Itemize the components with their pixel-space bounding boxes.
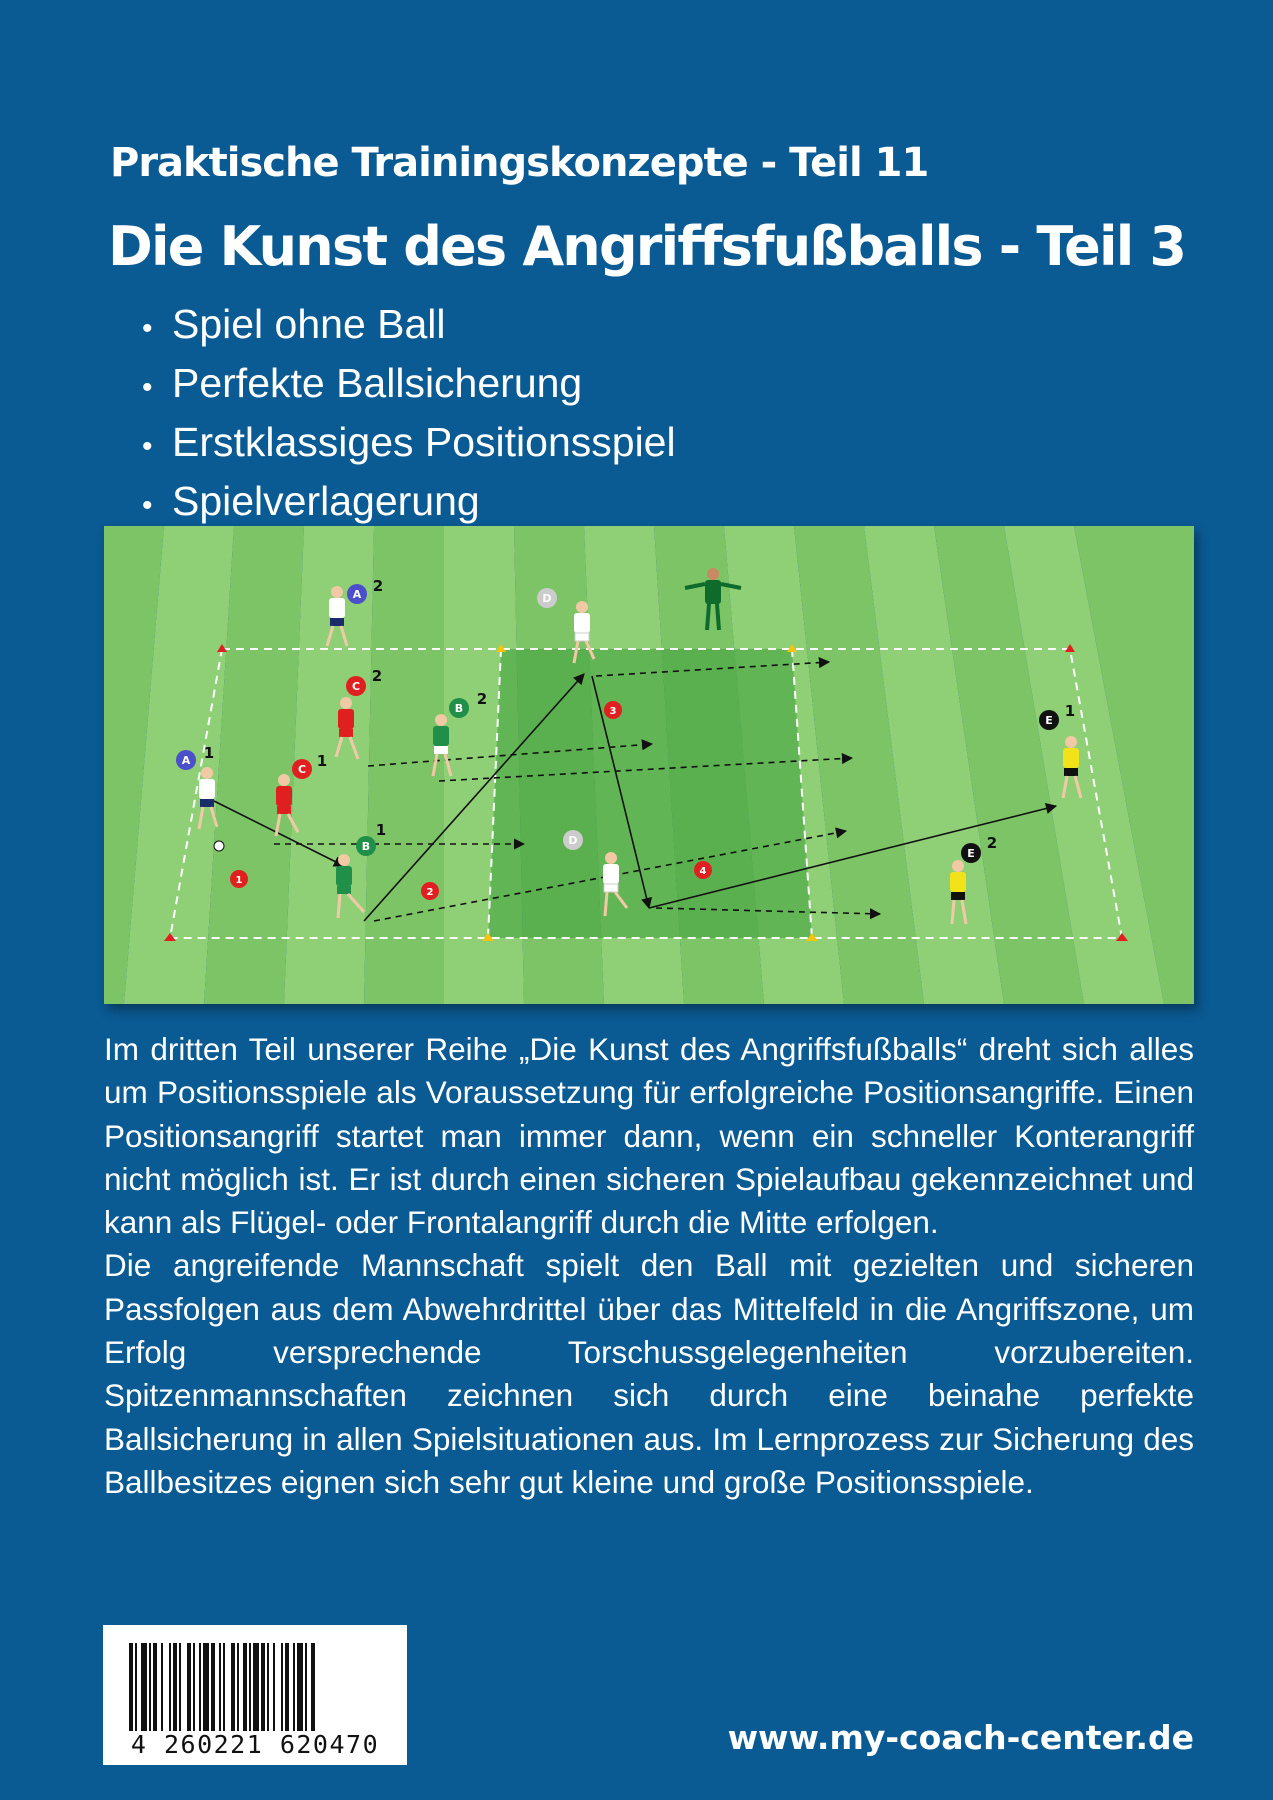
feature-list xyxy=(142,297,676,533)
barcode-bar xyxy=(219,1643,221,1731)
svg-text:1: 1 xyxy=(316,752,328,770)
barcode-bar xyxy=(129,1643,133,1731)
barcode-bar xyxy=(169,1643,171,1731)
barcode-bar xyxy=(293,1643,295,1731)
barcode-bar xyxy=(253,1643,259,1731)
badge-letter: A xyxy=(181,754,191,767)
bullet-dot-icon: • xyxy=(142,430,153,463)
barcode-number: 4 260221 620470 xyxy=(130,1730,380,1759)
barcode-bar xyxy=(273,1643,275,1731)
barcode-bar xyxy=(285,1643,289,1731)
badge-letter: B xyxy=(454,702,464,715)
svg-text:2: 2 xyxy=(986,834,998,852)
barcode-bar xyxy=(135,1643,137,1731)
badge-letter: E xyxy=(967,847,975,860)
barcode-bar xyxy=(141,1643,147,1731)
feature-label: Erstklassiges Positionsspiel xyxy=(172,419,676,465)
svg-text:3: 3 xyxy=(609,706,617,717)
badge-letter: C xyxy=(297,763,307,776)
svg-text:2: 2 xyxy=(371,667,383,685)
badge-letter: E xyxy=(1045,714,1053,727)
barcode-bar xyxy=(161,1643,163,1731)
barcode-bar xyxy=(297,1643,303,1731)
barcode-bar xyxy=(173,1643,177,1731)
svg-text:2: 2 xyxy=(476,690,488,708)
barcode-bar xyxy=(243,1643,247,1731)
badge-letter: C xyxy=(351,680,361,693)
barcode-bar xyxy=(179,1643,181,1731)
barcode-bar xyxy=(199,1643,201,1731)
barcode-bar xyxy=(203,1643,209,1731)
barcode-bar xyxy=(187,1643,191,1731)
bullet-dot-icon: • xyxy=(142,371,153,404)
barcode-bar xyxy=(153,1643,157,1731)
feature-item xyxy=(142,415,676,474)
barcode-bar xyxy=(281,1643,283,1731)
svg-text:1: 1 xyxy=(1064,702,1076,720)
feature-label: Spiel ohne Ball xyxy=(172,301,446,347)
svg-text:1: 1 xyxy=(203,744,215,762)
svg-text:2: 2 xyxy=(426,887,434,898)
badge-letter: B xyxy=(361,840,371,853)
description-paragraph: Im dritten Teil unserer Reihe „Die Kunst des Angriffsfußballs“ dreht sich alles um Positionsspiele als Voraussetzung für erfolgreiche Positionsangriffe. Einen Positionsangriff startet man immer dann, wenn ein schneller Konterangriff nicht möglich ist. Er ist durch einen sicheren Spielaufbau gekennzeichnet und kann als Flügel- oder Frontalangriff durch die Mitte erfolgen. xyxy=(104,1031,1194,1241)
badge-letter: A xyxy=(352,588,362,601)
series-title: Praktische Trainingskonzepte - Teil 11 xyxy=(110,140,929,186)
barcode-bar xyxy=(311,1643,315,1731)
description-text xyxy=(104,1028,1194,1504)
feature-label: Perfekte Ballsicherung xyxy=(172,360,583,406)
badge-letter: D xyxy=(568,834,578,847)
barcode-bar xyxy=(223,1643,225,1731)
barcode-bar xyxy=(193,1643,195,1731)
main-title: Die Kunst des Angriffsfußballs - Teil 3 xyxy=(108,215,1186,278)
badge-letter: D xyxy=(542,592,552,605)
barcode-bar xyxy=(149,1643,151,1731)
website-url[interactable]: www.my-coach-center.de xyxy=(727,1718,1194,1757)
svg-text:4: 4 xyxy=(699,866,707,877)
bullet-dot-icon: • xyxy=(142,312,153,345)
bullet-dot-icon: • xyxy=(142,489,153,522)
feature-label: Spielverlagerung xyxy=(172,478,480,524)
svg-text:2: 2 xyxy=(372,577,384,595)
barcode-bar xyxy=(305,1643,307,1731)
feature-item xyxy=(142,474,676,533)
barcode-bar xyxy=(267,1643,269,1731)
feature-item xyxy=(142,356,676,415)
svg-text:1: 1 xyxy=(235,875,243,886)
ball-icon xyxy=(214,841,224,851)
barcode-bar xyxy=(237,1643,239,1731)
barcode-bar xyxy=(261,1643,265,1731)
barcode-bar xyxy=(231,1643,235,1731)
svg-text:1: 1 xyxy=(375,821,387,839)
description-paragraph: Die angreifende Mannschaft spielt den Ball mit gezielten und sicheren Passfolgen aus dem Abwehrdrittel über das Mittelfeld in die Angriffszone, um Erfolg versprechende Torschussgelegenheiten vorzubereiten. Spitzenmannschaften zeichnen sich durch eine beinahe perfekte Ballsicherung in allen Spielsituationen aus. Im Lernprozess zur Sicherung des Ballbesitzes eignen sich sehr gut kleine und große Positionsspiele. xyxy=(104,1247,1194,1500)
training-diagram xyxy=(104,526,1194,1004)
barcode xyxy=(103,1625,407,1765)
barcode-bar xyxy=(211,1643,215,1731)
central-zone xyxy=(488,649,812,938)
barcode-bar xyxy=(249,1643,251,1731)
feature-item xyxy=(142,297,676,356)
